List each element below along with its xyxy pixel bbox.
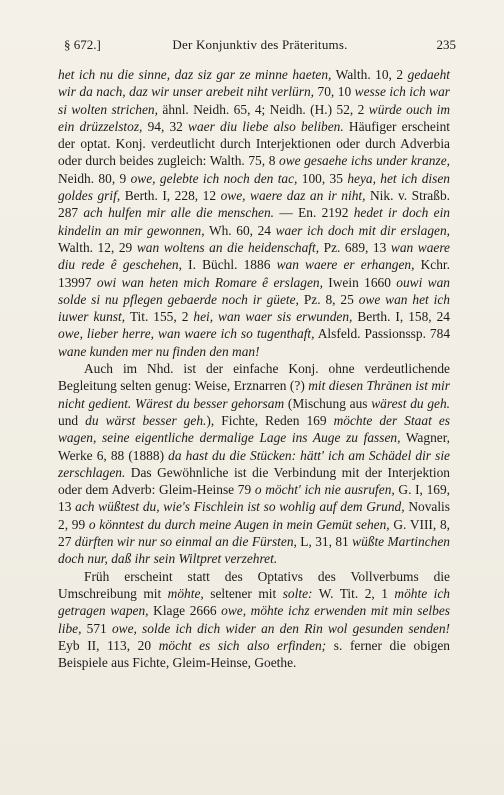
running-header (64, 36, 456, 54)
body-text: 70, 10 (314, 84, 355, 100)
paragraph-1 (58, 66, 450, 360)
body-text: I. Büchl. 1886 (181, 257, 277, 273)
body-text: L, 31, 81 (296, 534, 353, 550)
section-marker: § 672.] (64, 37, 101, 52)
body-text: ), Fichte, Reden 169 (206, 412, 334, 428)
body-text: Berth. I, 228, 12 (120, 188, 221, 204)
body-text: Eyb II, 113, 20 (58, 637, 159, 653)
paragraph-3 (58, 568, 450, 672)
citation-quote: hedet ir doch ein kindelin an mir gewonnen, (58, 205, 451, 238)
citation-quote: owi wan heten mich Romare ê erslagen, (96, 274, 323, 290)
body-text: 94, 32 (142, 118, 189, 134)
citation-quote: waer ich doch mit dir erslagen, (275, 222, 450, 238)
citation-quote: ouwi wan solde si nu pflegen gebaerde noch ir güete, (58, 274, 450, 307)
body-text: (Mischung aus (284, 395, 372, 411)
body-text: s. ferner die obigen Beispiele aus Fichte, Gleim-Heinse, Goethe. (58, 637, 450, 671)
body-text: Das Gewöhnliche ist die Verbindung mit der Interjektion oder dem Adverb: Gleim-Heinse 79 (58, 464, 450, 498)
citation-quote: da hast du die Stücken: hätt' ich am Schädel dir sie zerschlagen. (58, 447, 450, 480)
citation-quote: waer diu liebe also beliben. (188, 118, 344, 134)
citation-quote: möcht es sich also erfinden; (158, 637, 327, 653)
citation-quote: het ich nu die sinne, daz siz gar ze minne haeten, (58, 67, 332, 82)
body-text: 571 (81, 620, 112, 636)
page-number: 235 (436, 37, 456, 52)
body-text: 100, 35 (297, 170, 348, 186)
body-text: Häufiger erscheint der optat. Konj. verdeutlicht durch Interjektionen oder durch Adverbia oder durch beides zugleich: Walth. 75, 8 (58, 118, 450, 169)
citation-quote: ach wüßtest du, wie's Fischlein ist so wohlig auf dem Grund, (75, 499, 405, 515)
citation-quote: wane kunden mer nu finden den man! (58, 343, 260, 359)
citation-quote: würde ouch im ein drüzzelstoz, (58, 101, 450, 134)
citation-quote: wan waere diu rede ê geschehen, (58, 239, 450, 273)
citation-quote: wan waere er erhangen, (276, 257, 415, 273)
citation-quote: mit diesen Thränen ist mir nicht gedient. Wärest du besser gehorsam (58, 378, 450, 411)
body-text: — En. 2192 (274, 205, 354, 221)
body-text: Walth. 12, 29 (58, 239, 137, 255)
citation-quote: möhte, (167, 585, 204, 601)
citation-quote: owe wan het ich iuwer kunst, (58, 291, 450, 325)
body-text: G. I, 169, 13 (58, 482, 450, 515)
body-text: Wh. 60, 24 (204, 222, 276, 238)
body-text: Pz. 689, 13 (319, 239, 391, 255)
citation-quote: möhte ich getragen wapen, (58, 585, 450, 619)
citation-quote: owe gesaehe ichs under kranze, (279, 153, 451, 169)
citation-quote: o möcht' ich nie ausrufen, (254, 482, 395, 498)
citation-quote: dürften wir nur so einmal an die Fürsten, (74, 534, 297, 550)
citation-quote: hei, wan waer sis erwunden, (193, 309, 353, 325)
page-body (58, 66, 450, 671)
paragraph-2 (58, 360, 450, 568)
citation-quote: wan woltens an die heidenschaft, (136, 239, 320, 255)
body-text: seltener mit (203, 585, 283, 601)
body-text: Auch im Nhd. ist der einfache Konj. ohne verdeutlichende Begleitung selten genug: Weise, Erznarren (?) (58, 361, 450, 394)
body-text: G. VIII, 8, 27 (58, 516, 450, 550)
citation-quote: ach hulfen mir alle die menschen. (83, 205, 275, 221)
citation-quote: owe, möhte ichz erwenden mit min selbes libe, (58, 603, 450, 636)
body-text: und (58, 412, 86, 428)
body-text: Klage 2666 (148, 603, 222, 619)
citation-quote: wüßte Martinchen doch nur, daß ihr sein Wiltpret verzehret. (58, 534, 451, 567)
citation-quote: wärest du geh. (371, 395, 451, 411)
body-text: W. Tit. 2, 1 (312, 585, 395, 601)
body-text: Früh erscheint statt des Optativs des Vollverbums die Umschreibung mit (58, 568, 450, 601)
body-text: Walth. 10, 2 (331, 67, 408, 82)
body-text: Iwein 1660 (322, 274, 397, 290)
citation-quote: owe, gelebte ich noch den tac, (130, 170, 298, 186)
citation-quote: owe, lieber herre, wan waere ich so tugenthaft, (58, 326, 315, 342)
body-text: Kchr. 13997 (58, 257, 450, 290)
citation-quote: wesse ich ich war si wolten strichen, (58, 84, 451, 117)
body-text: Novalis 2, 99 (58, 499, 450, 532)
body-text: Alsfeld. Passionssp. 784 (314, 326, 451, 342)
citation-quote: gedaeht wir da nach, daz wir unser arebeit niht verlürn, (58, 67, 451, 100)
body-text: Neidh. 80, 9 (58, 170, 131, 186)
body-text: Berth. I, 158, 24 (352, 309, 450, 325)
citation-quote: owe, solde ich dich wider an den Rin wol gesunden senden! (111, 620, 450, 636)
citation-quote: owe, waere daz an ir niht, (220, 188, 366, 204)
body-text: Wagner, Werke 6, 88 (1888) (58, 430, 450, 463)
body-text: Pz. 8, 25 (298, 291, 359, 307)
running-title: Der Konjunktiv des Präteritums. (172, 37, 348, 52)
citation-quote: du wärst besser geh. (85, 412, 207, 428)
citation-quote: möchte der Staat es wagen, seine eigentliche dermalige Lage ins Auge zu fassen, (58, 412, 451, 446)
body-text: ähnl. Neidh. 65, 4; Neidh. (H.) 52, 2 (157, 101, 369, 117)
citation-quote: o könntest du durch meine Augen in mein Gemüt sehen, (88, 516, 390, 532)
body-text: Tit. 155, 2 (125, 309, 194, 325)
body-text: Nik. v. Straßb. 287 (58, 188, 450, 221)
citation-quote: heya, het ich disen goldes grif, (58, 170, 450, 204)
citation-quote: solte: (282, 585, 313, 601)
